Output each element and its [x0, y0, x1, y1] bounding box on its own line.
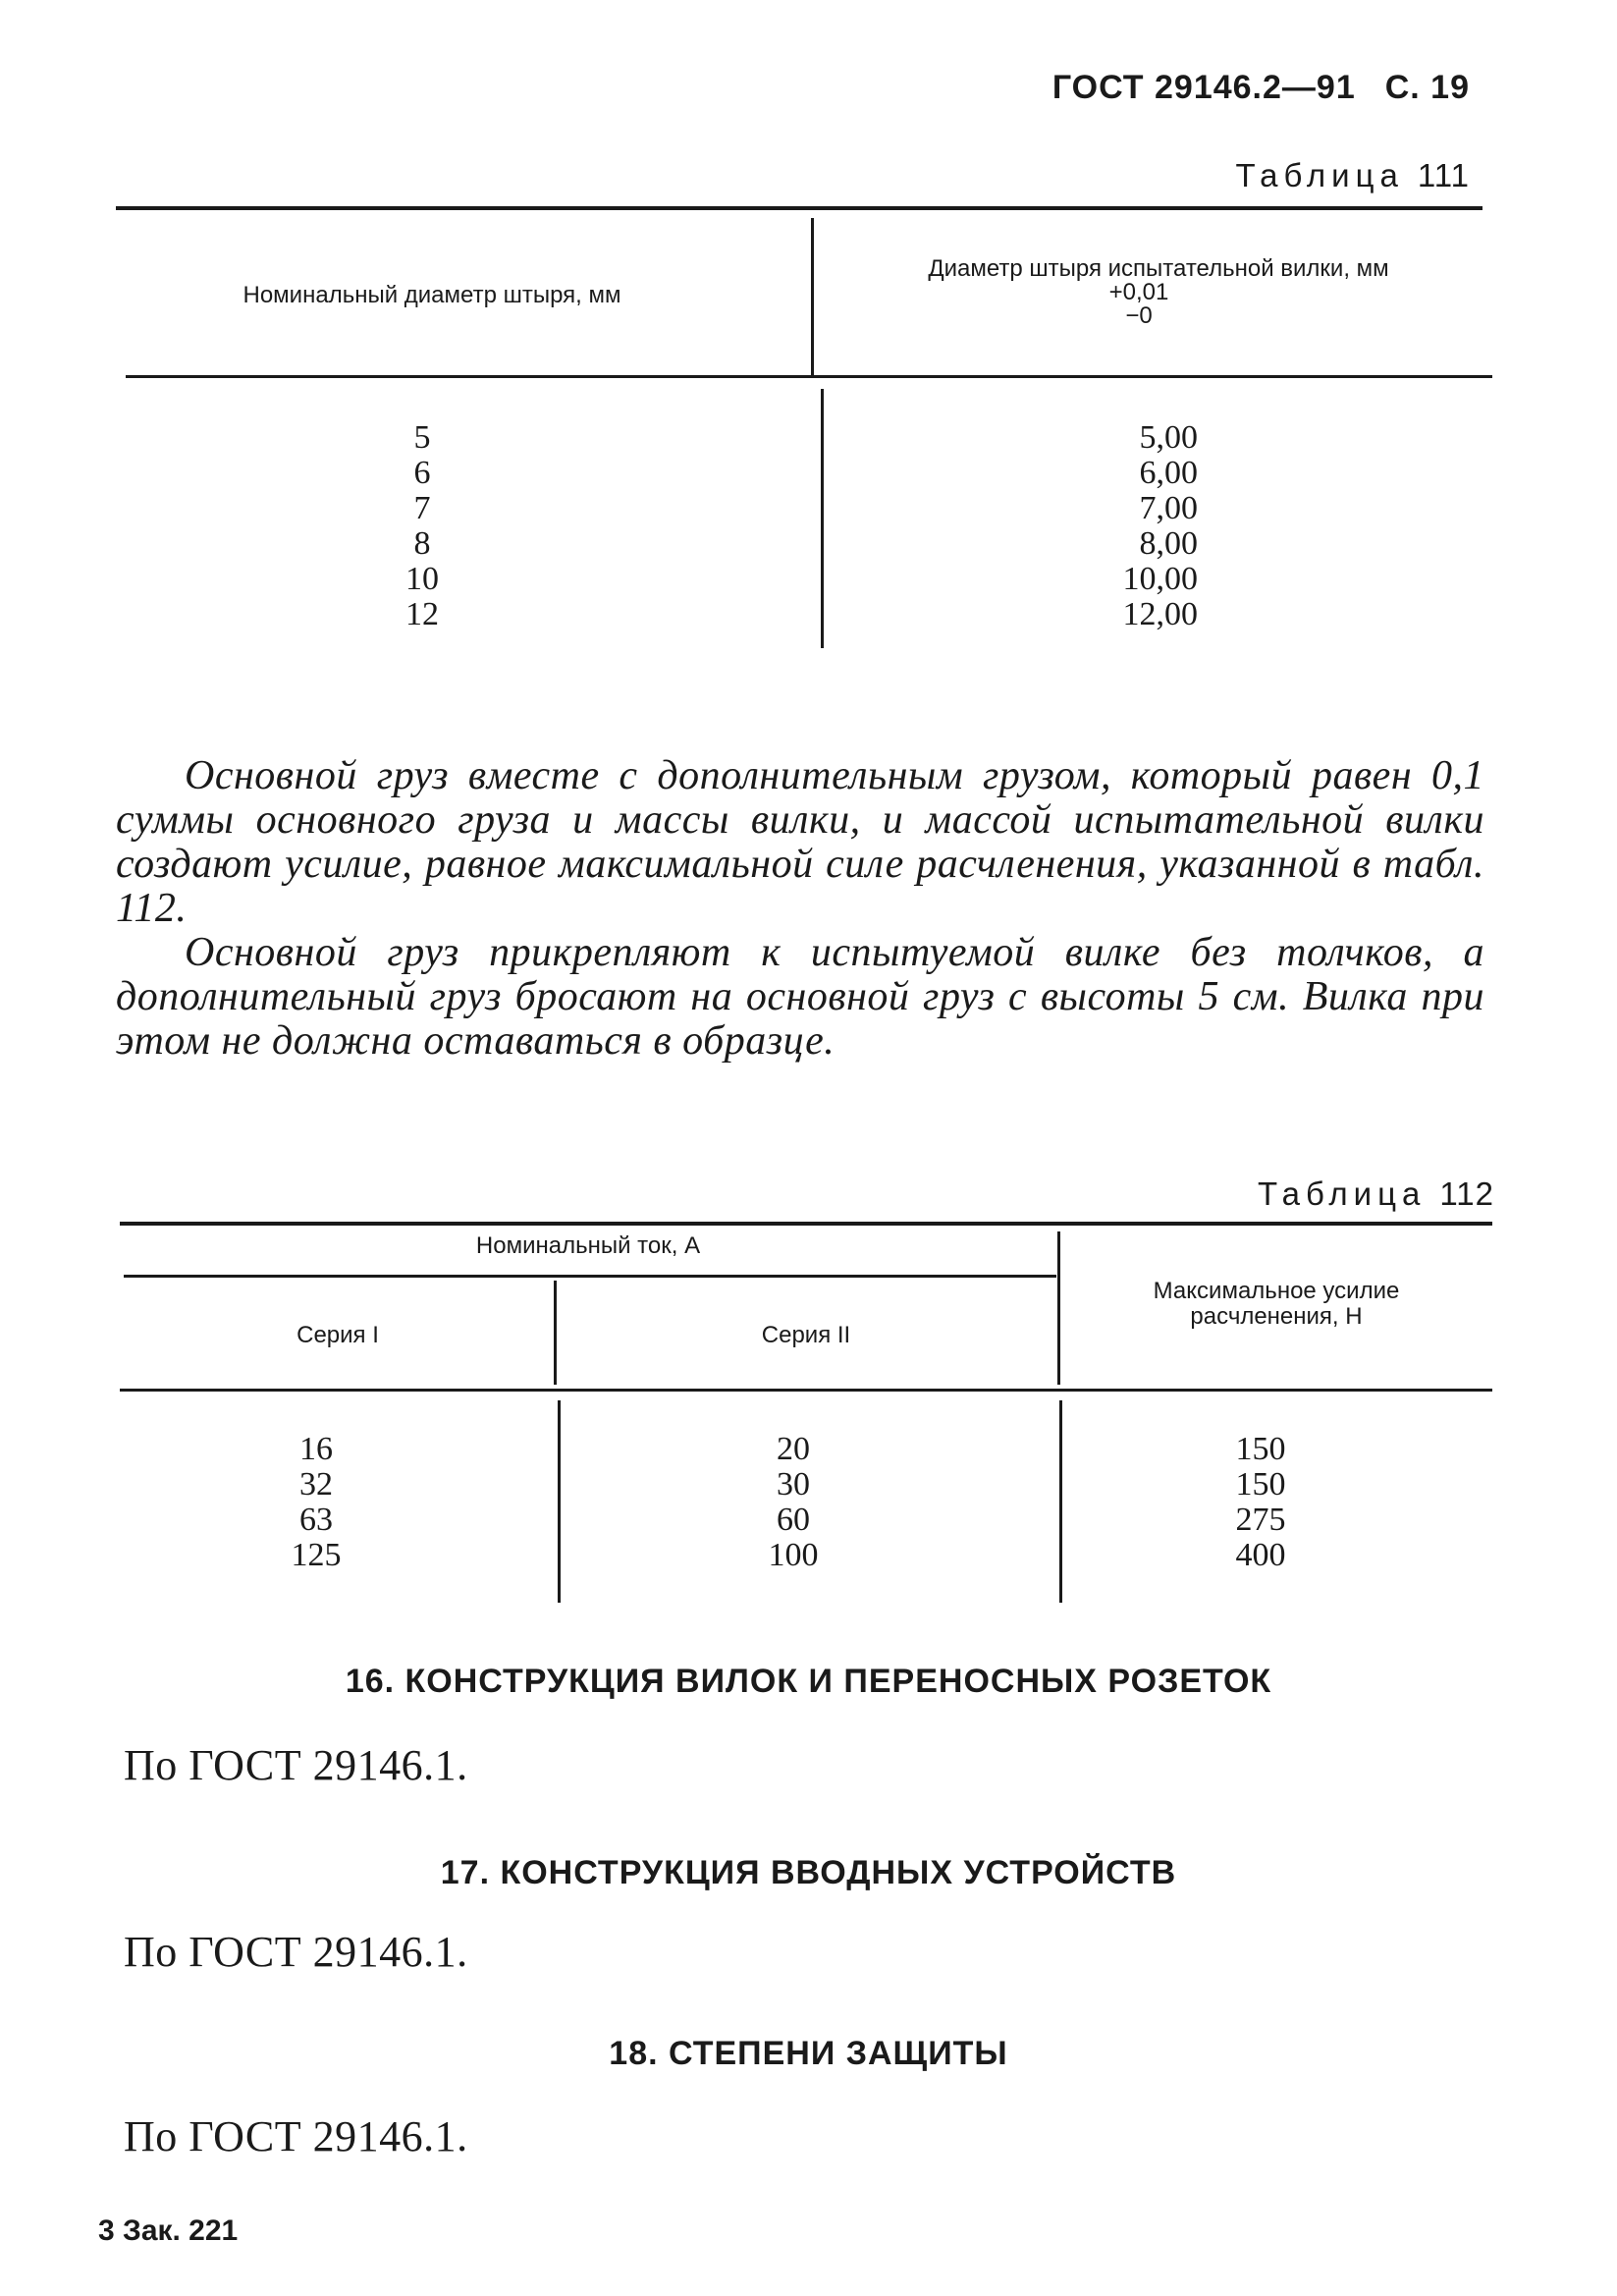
table-cell: 8,00 — [1139, 525, 1198, 562]
table-111-header-nominal: Номинальный диаметр штыря, мм — [243, 282, 621, 308]
table-111-test-column — [1060, 420, 1198, 632]
table-cell: 5,00 — [1139, 419, 1198, 456]
table-cell: 7 — [413, 490, 431, 526]
tolerance-lower: −0 — [1125, 302, 1153, 329]
section-18-text: По ГОСТ 29146.1. — [124, 2112, 468, 2160]
table-111-caption: Таблица 111 — [1235, 157, 1470, 193]
section-18-title: 18. СТЕПЕНИ ЗАЩИТЫ — [609, 2035, 1008, 2072]
table-cell: 400 — [1235, 1537, 1286, 1573]
table-cell: 275 — [1235, 1502, 1286, 1538]
document-number: ГОСТ 29146.2—91 — [1051, 69, 1356, 106]
table-112-header-series1: Серия I — [296, 1322, 379, 1348]
table-cell: 100 — [768, 1537, 819, 1573]
body-text — [116, 754, 1484, 1064]
page-header — [1052, 69, 1470, 107]
table-cell: 16 — [299, 1431, 333, 1467]
paragraph: Основной груз вместе с дополнительным грузом, который равен 0,1 суммы основного груза и массы вилки, и массой испытательной вилки создают усилие, равное максимальной силе расчленения, указанной в табл. 112. — [116, 753, 1484, 931]
table-112-header-series2: Серия II — [761, 1322, 851, 1348]
table-cell: 6 — [413, 455, 431, 491]
table-cell: 63 — [299, 1502, 333, 1538]
table-112-header-divider-right — [1057, 1231, 1060, 1385]
section-17-text: По ГОСТ 29146.1. — [124, 1928, 468, 1976]
table-cell: 12,00 — [1122, 596, 1198, 632]
table-112-body-divider-2 — [1059, 1400, 1062, 1603]
section-16-title: 16. КОНСТРУКЦИЯ ВИЛОК И ПЕРЕНОСНЫХ РОЗЕТОК — [345, 1663, 1272, 1700]
tolerance-upper: +0,01 — [1108, 279, 1169, 305]
table-cell: 60 — [777, 1502, 810, 1538]
table-cell: 8 — [413, 525, 431, 562]
table-111-top-rule — [116, 206, 1482, 210]
table-cell: 7,00 — [1139, 490, 1198, 526]
table-112-header-current: Номинальный ток, А — [475, 1232, 701, 1259]
print-order-mark: 3 Зак. 221 — [98, 2214, 239, 2247]
table-111-header-test-diameter: Диаметр штыря испытательной вилки, мм +0,01 −0 — [835, 257, 1482, 328]
table-112-header-rule — [120, 1389, 1492, 1392]
section-17-title: 17. КОНСТРУКЦИЯ ВВОДНЫХ УСТРОЙСТВ — [440, 1854, 1177, 1891]
table-cell: 125 — [291, 1537, 342, 1573]
table-112-series2-column — [734, 1432, 852, 1573]
table-111-body-divider — [821, 389, 824, 648]
table-112-force-column — [1202, 1432, 1320, 1573]
table-112-series1-column — [257, 1432, 375, 1573]
paragraph: Основной груз прикрепляют к испытуемой вилке без толчков, а дополнительный груз бросают на основной груз с высоты 5 см. Вилка при этом не должна оставаться в образце. — [116, 930, 1484, 1064]
table-cell: 10 — [405, 561, 439, 597]
table-cell: 5 — [413, 419, 431, 456]
table-cell: 150 — [1235, 1431, 1286, 1467]
section-16-text: По ГОСТ 29146.1. — [124, 1741, 468, 1789]
table-cell: 30 — [777, 1466, 810, 1503]
table-112-group-rule — [124, 1275, 1056, 1278]
table-cell: 12 — [405, 596, 439, 632]
table-cell: 6,00 — [1139, 455, 1198, 491]
table-112-caption: Таблица 112 — [1257, 1175, 1494, 1212]
table-112-body-divider-1 — [558, 1400, 561, 1603]
table-112-header-force: Максимальное усилие расчленения, Н — [1153, 1278, 1400, 1330]
table-cell: 10,00 — [1122, 561, 1198, 597]
table-cell: 32 — [299, 1466, 333, 1503]
table-cell: 150 — [1235, 1466, 1286, 1503]
table-cell: 20 — [777, 1431, 810, 1467]
table-112-header-divider-mid — [554, 1281, 557, 1385]
table-112-top-rule — [120, 1222, 1492, 1226]
page-number: С. 19 — [1384, 69, 1470, 106]
table-111-nominal-column — [373, 420, 471, 632]
table-111-header-rule — [126, 375, 1492, 378]
